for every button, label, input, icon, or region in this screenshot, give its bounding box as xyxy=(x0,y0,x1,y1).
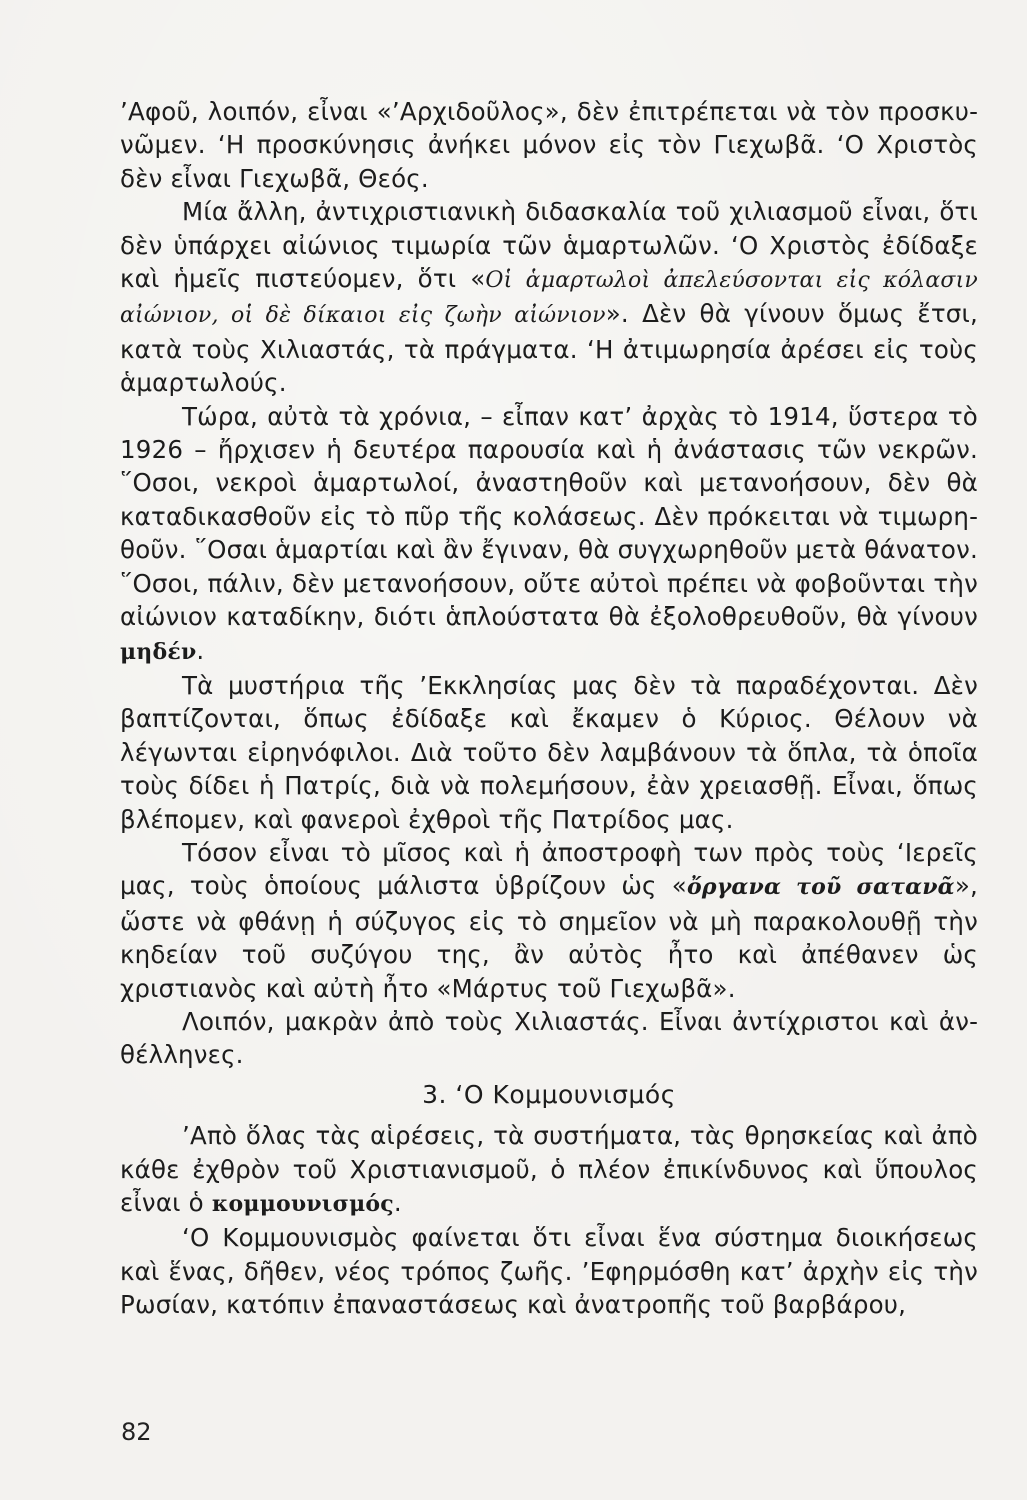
text-run: Λοιπόν, μακρὰν ἀπὸ τοὺς Χιλιαστάς. Εἶναι ἀντίχριστοι καὶ ἀνθέλληνες. xyxy=(120,1006,978,1070)
text-run: Μία ἄλλη, ἀντιχριστιανικὴ διδασκαλία τοῦ χιλιασμοῦ εἶναι, ὅτι δὲν ὑπάρχει αἰώνιος τιμωρία τῶν ἁμαρτωλῶν. ‘Ο Χριστὸς ἐδίδαξε καὶ ἡμεῖς πιστεύομεν, ὅτι « xyxy=(120,197,978,294)
paragraph xyxy=(120,95,978,195)
text-run: Τώρα, αὐτὰ τὰ χρόνια, – εἶπαν κατ’ ἀρχὰς τὸ 1914, ὕστερα τὸ 1926 – ἤρχισεν ἡ δευτέρα παρουσία καὶ ἡ ἀνάστασις τῶν νεκρῶν. ῞Οσοι, νεκροὶ ἁμαρτωλοί, ἀναστηθοῦν καὶ μετανοήσουν, δὲν θὰ καταδικασθοῦν εἰς τὸ πῦρ τῆς κολάσεως. Δὲν πρόκειται νὰ τιμωρηθοῦν. ῞Οσαι ἁμαρτίαι καὶ ἂν ἔγιναν, θὰ συγχωρηθοῦν μετὰ θάνατον. ῞Οσοι, πάλιν, δὲν μετανοήσουν, οὔτε αὐτοὶ πρέπει νὰ φοβοῦνται τὴν αἰώνιον καταδίκην, διότι ἁπλούστατα θὰ ἐξολοθρευθοῦν, θὰ γίνουν xyxy=(120,401,978,632)
paragraphs-after-heading xyxy=(120,1119,978,1321)
page-number: 82 xyxy=(121,1418,152,1446)
text-run: μηδέν xyxy=(120,638,197,665)
paragraph xyxy=(120,1119,978,1221)
text-run: Τόσον εἶναι τὸ μῖσος καὶ ἡ ἀποστροφὴ των πρὸς τοὺς ‘Ιερεῖς μας, τοὺς ὁποίους μάλιστα ὑβρίζουν ὡς « xyxy=(120,837,978,901)
text-run: ’Απὸ ὅλας τὰς αἱρέσεις, τὰ συστήματα, τὰς θρησκείας καὶ ἀπὸ κάθε ἐχθρὸν τοῦ Χριστιανισμοῦ, ὁ πλέον ἐπικίνδυνος καὶ ὕπουλος εἶναι ὁ xyxy=(120,1121,978,1217)
text-run: ». Δὲν θὰ γίνουν ὅμως ἔτσι, κατὰ τοὺς Χιλιαστάς, τὰ πράγματα. ‘Η ἀτιμωρησία ἀρέσει εἰς τοὺς ἁμαρτωλούς. xyxy=(120,299,978,398)
text-run: Τὰ μυστήρια τῆς ’Εκκλησίας μας δὲν τὰ παραδέχονται. Δὲν βαπτίζονται, ὅπως ἐδίδαξε καὶ ἔκαμεν ὁ Κύριος. Θέλουν νὰ λέγωνται εἰρηνόφιλοι. Διὰ τοῦτο δὲν λαμβάνουν τὰ ὅπλα, τὰ ὁποῖα τοὺς δίδει ἡ Πατρίς, διὰ νὰ πολεμήσουν, ἐὰν χρειασθῇ. Εἶναι, ὅπως βλέπομεν, καὶ φανεροὶ ἐχθροὶ τῆς Πατρίδος μας. xyxy=(120,670,978,834)
section-heading: 3. ‘Ο Κομμουνισμός xyxy=(422,1079,676,1109)
paragraph xyxy=(120,669,978,836)
paragraphs-before-heading xyxy=(120,95,978,1072)
paragraph xyxy=(120,195,978,399)
text-run: Οἱ ἁμαρτωλοὶ ἀπελεύσονται εἰς κόλασιν αἰώνιον, οἱ δὲ δίκαιοι εἰς ζωὴν αἰώνιον xyxy=(120,268,979,329)
paragraph xyxy=(120,1221,978,1321)
paragraph xyxy=(120,400,978,669)
text-run: », ὥστε νὰ φθάνῃ ἡ σύζυγος εἰς τὸ σημεῖον νὰ μὴ παρακολουθῇ τὴν κηδείαν τοῦ συζύγου της, ἂν αὐτὸς ἦτο καὶ ἀπέθανεν ὡς χριστιανὸς καὶ αὐτὴ ἦτο «Μάρτυς τοῦ Γιεχωβᾶ». xyxy=(120,871,978,1003)
text-run: ’Αφοῦ, λοιπόν, εἶναι «’Αρχιδοῦλος», δὲν ἐπιτρέπεται νὰ τὸν προσκυνῶμεν. ‘Η προσκύνησις ἀνήκει μόνον εἰς τὸν Γιεχωβᾶ. ‘Ο Χριστὸς δὲν εἶναι Γιεχωβᾶ, Θεός. xyxy=(120,97,978,193)
text-run: ‘Ο Κομμουνισμὸς φαίνεται ὅτι εἶναι ἕνα σύστημα διοικήσεως καὶ ἕνας, δῆθεν, νέος τρόπος ζωῆς. ’Εφηρμόσθη κατ’ ἀρχὴν εἰς τὴν Ρωσίαν, κατόπιν ἐπαναστάσεως καὶ ἀνατροπῆς τοῦ βαρβάρου, xyxy=(120,1223,978,1320)
paragraph xyxy=(120,836,978,1005)
text-run: . xyxy=(393,1188,402,1217)
body-text xyxy=(120,95,978,1322)
text-run: . xyxy=(196,635,205,665)
text-run: ὄργανα τοῦ σατανᾶ xyxy=(686,874,955,901)
paragraph xyxy=(120,1005,978,1072)
text-run: κομμουνισμός xyxy=(211,1191,394,1217)
